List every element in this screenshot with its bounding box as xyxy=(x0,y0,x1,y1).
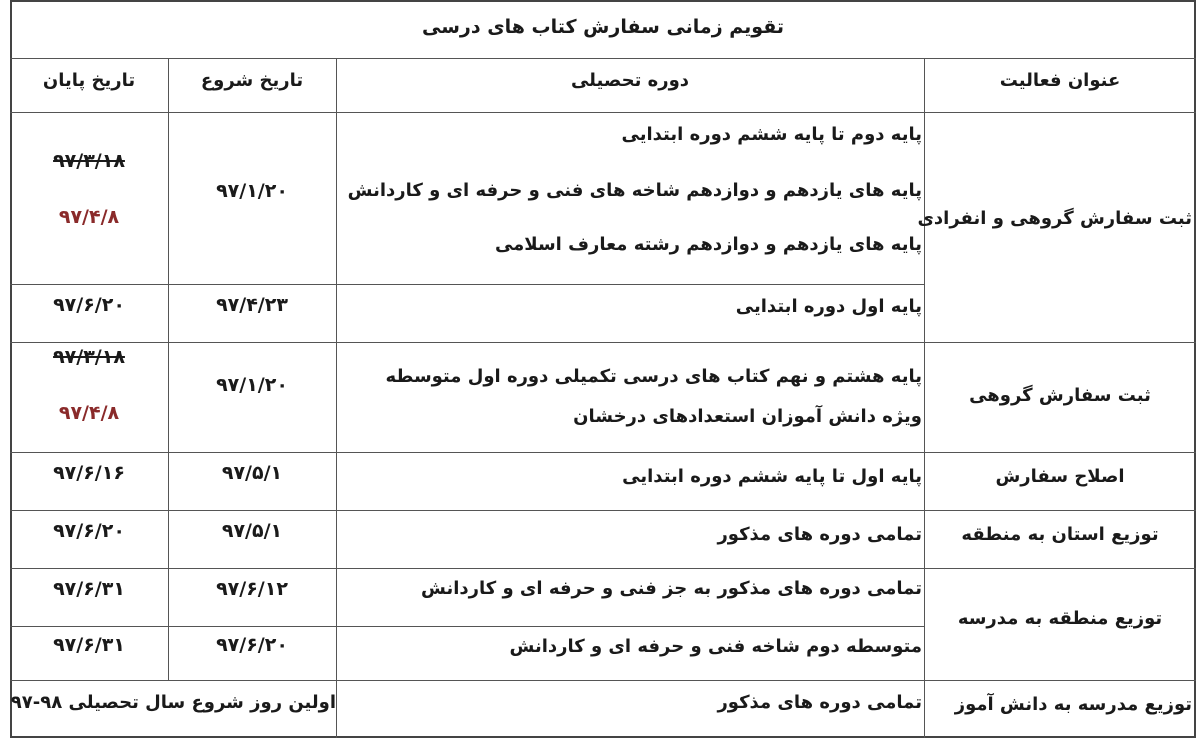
row-divider xyxy=(10,680,1196,681)
course-cell: پایه هشتم و نهم کتاب های درسی تکمیلی دوره اول متوسطه xyxy=(385,366,922,387)
end-date: ۹۷/۶/۱۶ xyxy=(53,462,125,484)
course-cell: پایه اول تا پایه ششم دوره ابتدایی xyxy=(622,466,922,487)
row-divider xyxy=(10,58,1196,59)
header-end-date: تاریخ پایان xyxy=(42,70,136,91)
activity-cell: توزیع مدرسه به دانش آموز xyxy=(954,694,1192,715)
course-cell: پایه های یازدهم و دوازدهم شاخه های فنی و حرفه ای و کاردانش xyxy=(347,180,922,201)
start-date: ۹۷/۱/۲۰ xyxy=(216,374,288,396)
end-date-original: ۹۷/۳/۱۸ xyxy=(53,150,125,172)
course-cell: تمامی دوره های مذکور xyxy=(717,524,922,545)
header-start-date: تاریخ شروع xyxy=(200,70,304,91)
end-date: ۹۷/۶/۳۱ xyxy=(53,634,125,656)
course-cell: تمامی دوره های مذکور به جز فنی و حرفه ای و کاردانش xyxy=(421,578,922,599)
course-cell: تمامی دوره های مذکور xyxy=(717,692,922,713)
start-date: ۹۷/۵/۱ xyxy=(221,462,283,484)
start-date: ۹۷/۶/۱۲ xyxy=(216,578,288,600)
page-title: تقویم زمانی سفارش کتاب های درسی xyxy=(421,16,785,38)
start-date: ۹۷/۶/۲۰ xyxy=(216,634,288,656)
activity-cell: توزیع منطقه به مدرسه xyxy=(957,608,1163,629)
end-date-revised: ۹۷/۴/۸ xyxy=(58,206,120,228)
row-divider xyxy=(10,342,1196,343)
row-divider xyxy=(10,626,924,627)
course-cell: پایه اول دوره ابتدایی xyxy=(735,296,922,317)
column-divider xyxy=(336,58,337,738)
course-cell: ویژه دانش آموزان استعدادهای درخشان xyxy=(573,406,922,427)
activity-cell: ثبت سفارش گروهی xyxy=(969,385,1151,406)
row-divider xyxy=(10,112,1196,113)
end-date-original: ۹۷/۳/۱۸ xyxy=(53,346,125,368)
row-divider xyxy=(10,452,1196,453)
header-course: دوره تحصیلی xyxy=(570,70,690,91)
course-cell: پایه دوم تا پایه ششم دوره ابتدایی xyxy=(621,124,922,145)
course-cell: متوسطه دوم شاخه فنی و حرفه ای و کاردانش xyxy=(509,636,922,657)
end-date: ۹۷/۶/۲۰ xyxy=(53,520,125,542)
end-date-revised: ۹۷/۴/۸ xyxy=(58,402,120,424)
row-divider xyxy=(10,510,1196,511)
start-date: ۹۷/۵/۱ xyxy=(221,520,283,542)
end-date: ۹۷/۶/۲۰ xyxy=(53,294,125,316)
activity-cell: توزیع استان به منطقه xyxy=(961,524,1159,545)
start-date: ۹۷/۴/۲۳ xyxy=(216,294,288,316)
row-divider xyxy=(10,568,1196,569)
course-cell: پایه های یازدهم و دوازدهم رشته معارف اسلامی xyxy=(494,234,922,255)
school-year-start-note: اولین روز شروع سال تحصیلی ۹۸-۹۷ xyxy=(10,692,336,713)
activity-cell: ثبت سفارش گروهی و انفرادی xyxy=(917,208,1192,229)
row-divider xyxy=(10,284,924,285)
start-date: ۹۷/۱/۲۰ xyxy=(216,180,288,202)
activity-cell: اصلاح سفارش xyxy=(995,466,1125,487)
end-date: ۹۷/۶/۳۱ xyxy=(53,578,125,600)
header-activity: عنوان فعالیت xyxy=(999,70,1121,91)
